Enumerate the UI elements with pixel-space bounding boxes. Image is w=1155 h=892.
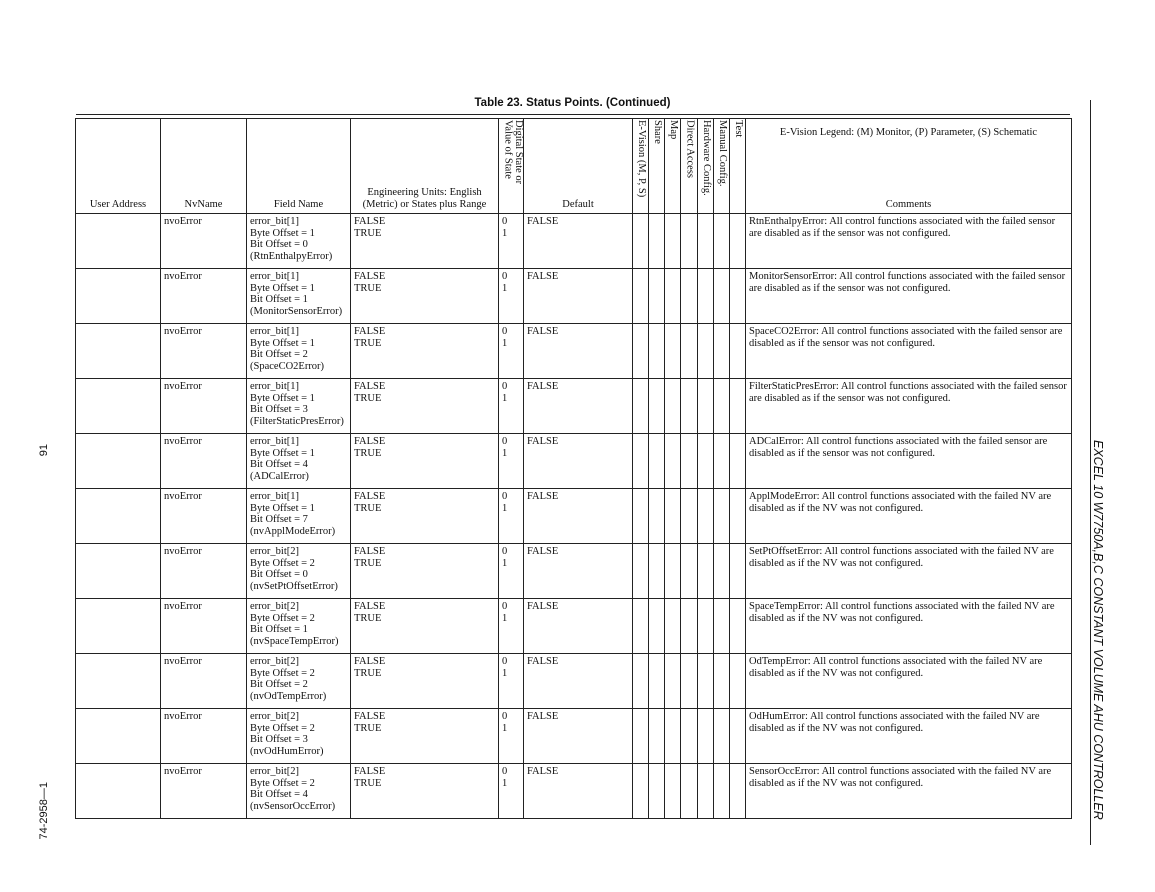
cell-share bbox=[649, 709, 665, 764]
cell-manual-config bbox=[714, 599, 730, 654]
page-number: 91 bbox=[38, 443, 50, 456]
header-map: Map bbox=[665, 119, 681, 214]
cell-field-name: error_bit[1] Byte Offset = 1 Bit Offset = 3 (FilterStaticPresError) bbox=[247, 379, 351, 434]
cell-hardware-config bbox=[698, 434, 714, 489]
cell-direct-access bbox=[681, 654, 698, 709]
cell-hardware-config bbox=[698, 654, 714, 709]
cell-test bbox=[730, 269, 746, 324]
cell-hardware-config bbox=[698, 489, 714, 544]
header-direct-access: Direct Access bbox=[681, 119, 698, 214]
cell-engineering-units: FALSE TRUE bbox=[351, 654, 499, 709]
cell-map bbox=[665, 379, 681, 434]
table-row bbox=[76, 269, 1072, 324]
cell-engineering-units: FALSE TRUE bbox=[351, 214, 499, 269]
cell-engineering-units: FALSE TRUE bbox=[351, 269, 499, 324]
cell-nvname: nvoError bbox=[161, 489, 247, 544]
cell-engineering-units: FALSE TRUE bbox=[351, 434, 499, 489]
cell-user-address bbox=[76, 654, 161, 709]
cell-evision bbox=[633, 764, 649, 819]
cell-manual-config bbox=[714, 269, 730, 324]
cell-field-name: error_bit[1] Byte Offset = 1 Bit Offset = 1 (MonitorSensorError) bbox=[247, 269, 351, 324]
cell-engineering-units: FALSE TRUE bbox=[351, 709, 499, 764]
cell-manual-config bbox=[714, 379, 730, 434]
document-number: 74-2958—1 bbox=[38, 782, 50, 840]
header-default: Default bbox=[524, 119, 633, 214]
cell-comments: SpaceTempError: All control functions associated with the failed NV are disabled as if the NV was not configured. bbox=[746, 599, 1072, 654]
evision-legend: E-Vision Legend: (M) Monitor, (P) Parameter, (S) Schematic bbox=[779, 127, 1038, 138]
cell-evision bbox=[633, 544, 649, 599]
cell-evision bbox=[633, 434, 649, 489]
cell-share bbox=[649, 599, 665, 654]
cell-map bbox=[665, 324, 681, 379]
cell-test bbox=[730, 764, 746, 819]
cell-direct-access bbox=[681, 544, 698, 599]
cell-map bbox=[665, 489, 681, 544]
cell-comments: ADCalError: All control functions associated with the failed sensor are disabled as if the sensor was not configured. bbox=[746, 434, 1072, 489]
cell-engineering-units: FALSE TRUE bbox=[351, 599, 499, 654]
cell-user-address bbox=[76, 709, 161, 764]
cell-hardware-config bbox=[698, 324, 714, 379]
table-row bbox=[76, 599, 1072, 654]
header-test: Test bbox=[730, 119, 746, 214]
cell-digital-state: 0 1 bbox=[499, 269, 524, 324]
cell-evision bbox=[633, 379, 649, 434]
top-rule bbox=[76, 114, 1070, 115]
cell-test bbox=[730, 434, 746, 489]
header-row bbox=[76, 119, 1072, 214]
cell-map bbox=[665, 709, 681, 764]
cell-engineering-units: FALSE TRUE bbox=[351, 764, 499, 819]
cell-default: FALSE bbox=[524, 544, 633, 599]
cell-engineering-units: FALSE TRUE bbox=[351, 489, 499, 544]
cell-evision bbox=[633, 654, 649, 709]
cell-manual-config bbox=[714, 214, 730, 269]
cell-digital-state: 0 1 bbox=[499, 709, 524, 764]
cell-field-name: error_bit[2] Byte Offset = 2 Bit Offset = 0 (nvSetPtOffsetError) bbox=[247, 544, 351, 599]
cell-default: FALSE bbox=[524, 654, 633, 709]
cell-field-name: error_bit[2] Byte Offset = 2 Bit Offset = 4 (nvSensorOccError) bbox=[247, 764, 351, 819]
header-digital-state: Digital State or Value of State bbox=[499, 119, 524, 214]
table-row bbox=[76, 709, 1072, 764]
cell-digital-state: 0 1 bbox=[499, 599, 524, 654]
cell-comments: OdTempError: All control functions associated with the failed NV are disabled as if the NV was not configured. bbox=[746, 654, 1072, 709]
cell-test bbox=[730, 544, 746, 599]
cell-evision bbox=[633, 214, 649, 269]
cell-digital-state: 0 1 bbox=[499, 544, 524, 599]
cell-comments: SensorOccError: All control functions associated with the failed NV are disabled as if the NV was not configured. bbox=[746, 764, 1072, 819]
cell-default: FALSE bbox=[524, 379, 633, 434]
cell-manual-config bbox=[714, 489, 730, 544]
cell-field-name: error_bit[1] Byte Offset = 1 Bit Offset = 0 (RtnEnthalpyError) bbox=[247, 214, 351, 269]
cell-comments: FilterStaticPresError: All control functions associated with the failed sensor are disabled as if the sensor was not configured. bbox=[746, 379, 1072, 434]
table-row bbox=[76, 379, 1072, 434]
cell-field-name: error_bit[2] Byte Offset = 2 Bit Offset = 2 (nvOdTempError) bbox=[247, 654, 351, 709]
cell-comments: RtnEnthalpyError: All control functions associated with the failed sensor are disabled as if the sensor was not configured. bbox=[746, 214, 1072, 269]
cell-engineering-units: FALSE TRUE bbox=[351, 379, 499, 434]
cell-engineering-units: FALSE TRUE bbox=[351, 544, 499, 599]
cell-test bbox=[730, 654, 746, 709]
cell-engineering-units: FALSE TRUE bbox=[351, 324, 499, 379]
header-user-address: User Address bbox=[76, 119, 161, 214]
cell-manual-config bbox=[714, 324, 730, 379]
cell-user-address bbox=[76, 599, 161, 654]
cell-comments: MonitorSensorError: All control functions associated with the failed sensor are disabled as if the sensor was not configured. bbox=[746, 269, 1072, 324]
cell-default: FALSE bbox=[524, 599, 633, 654]
cell-test bbox=[730, 709, 746, 764]
cell-hardware-config bbox=[698, 379, 714, 434]
cell-direct-access bbox=[681, 434, 698, 489]
cell-map bbox=[665, 269, 681, 324]
cell-direct-access bbox=[681, 324, 698, 379]
cell-user-address bbox=[76, 489, 161, 544]
cell-evision bbox=[633, 709, 649, 764]
cell-map bbox=[665, 654, 681, 709]
cell-share bbox=[649, 544, 665, 599]
cell-share bbox=[649, 764, 665, 819]
cell-user-address bbox=[76, 544, 161, 599]
comments-label: Comments bbox=[885, 198, 932, 210]
cell-user-address bbox=[76, 324, 161, 379]
cell-map bbox=[665, 434, 681, 489]
cell-comments: SpaceCO2Error: All control functions associated with the failed sensor are disabled as if the sensor was not configured. bbox=[746, 324, 1072, 379]
cell-direct-access bbox=[681, 599, 698, 654]
header-share: Share bbox=[649, 119, 665, 214]
cell-share bbox=[649, 489, 665, 544]
cell-test bbox=[730, 599, 746, 654]
cell-nvname: nvoError bbox=[161, 599, 247, 654]
cell-digital-state: 0 1 bbox=[499, 654, 524, 709]
cell-default: FALSE bbox=[524, 269, 633, 324]
cell-user-address bbox=[76, 269, 161, 324]
cell-nvname: nvoError bbox=[161, 214, 247, 269]
table-row bbox=[76, 214, 1072, 269]
cell-share bbox=[649, 434, 665, 489]
cell-map bbox=[665, 214, 681, 269]
cell-evision bbox=[633, 324, 649, 379]
cell-direct-access bbox=[681, 709, 698, 764]
cell-hardware-config bbox=[698, 544, 714, 599]
table-title: Table 23. Status Points. (Continued) bbox=[474, 97, 671, 109]
cell-share bbox=[649, 379, 665, 434]
cell-nvname: nvoError bbox=[161, 544, 247, 599]
cell-direct-access bbox=[681, 379, 698, 434]
cell-share bbox=[649, 214, 665, 269]
cell-field-name: error_bit[1] Byte Offset = 1 Bit Offset = 2 (SpaceCO2Error) bbox=[247, 324, 351, 379]
cell-field-name: error_bit[2] Byte Offset = 2 Bit Offset = 1 (nvSpaceTempError) bbox=[247, 599, 351, 654]
cell-nvname: nvoError bbox=[161, 654, 247, 709]
cell-digital-state: 0 1 bbox=[499, 324, 524, 379]
cell-nvname: nvoError bbox=[161, 709, 247, 764]
header-evision: E-Vision (M, P, S) bbox=[633, 119, 649, 214]
cell-user-address bbox=[76, 214, 161, 269]
cell-direct-access bbox=[681, 489, 698, 544]
cell-user-address bbox=[76, 379, 161, 434]
cell-digital-state: 0 1 bbox=[499, 434, 524, 489]
cell-user-address bbox=[76, 434, 161, 489]
cell-hardware-config bbox=[698, 599, 714, 654]
cell-direct-access bbox=[681, 269, 698, 324]
header-hardware-config: Hardware Config. bbox=[698, 119, 714, 214]
header-nvname: NvName bbox=[161, 119, 247, 214]
cell-default: FALSE bbox=[524, 764, 633, 819]
header-manual-config: Manual Config. bbox=[714, 119, 730, 214]
cell-digital-state: 0 1 bbox=[499, 214, 524, 269]
cell-default: FALSE bbox=[524, 709, 633, 764]
cell-field-name: error_bit[2] Byte Offset = 2 Bit Offset = 3 (nvOdHumError) bbox=[247, 709, 351, 764]
cell-default: FALSE bbox=[524, 324, 633, 379]
table-row bbox=[76, 764, 1072, 819]
side-title: EXCEL 10 W7750A,B,C CONSTANT VOLUME AHU CONTROLLER bbox=[1091, 440, 1105, 820]
cell-test bbox=[730, 214, 746, 269]
cell-field-name: error_bit[1] Byte Offset = 1 Bit Offset = 7 (nvApplModeError) bbox=[247, 489, 351, 544]
table-row bbox=[76, 489, 1072, 544]
cell-hardware-config bbox=[698, 764, 714, 819]
cell-user-address bbox=[76, 764, 161, 819]
cell-hardware-config bbox=[698, 214, 714, 269]
cell-direct-access bbox=[681, 764, 698, 819]
cell-default: FALSE bbox=[524, 214, 633, 269]
cell-manual-config bbox=[714, 434, 730, 489]
header-field-name: Field Name bbox=[247, 119, 351, 214]
cell-nvname: nvoError bbox=[161, 379, 247, 434]
cell-comments: OdHumError: All control functions associated with the failed NV are disabled as if the NV was not configured. bbox=[746, 709, 1072, 764]
cell-share bbox=[649, 654, 665, 709]
cell-default: FALSE bbox=[524, 489, 633, 544]
cell-map bbox=[665, 764, 681, 819]
header-comments bbox=[746, 119, 1072, 214]
cell-default: FALSE bbox=[524, 434, 633, 489]
cell-direct-access bbox=[681, 214, 698, 269]
cell-evision bbox=[633, 599, 649, 654]
table-row bbox=[76, 544, 1072, 599]
cell-map bbox=[665, 544, 681, 599]
cell-comments: ApplModeError: All control functions associated with the failed NV are disabled as if the NV was not configured. bbox=[746, 489, 1072, 544]
table-row bbox=[76, 654, 1072, 709]
cell-digital-state: 0 1 bbox=[499, 489, 524, 544]
cell-evision bbox=[633, 269, 649, 324]
cell-test bbox=[730, 324, 746, 379]
table-row bbox=[76, 434, 1072, 489]
cell-comments: SetPtOffsetError: All control functions associated with the failed NV are disabled as if the NV was not configured. bbox=[746, 544, 1072, 599]
status-points-table bbox=[75, 118, 1072, 819]
cell-map bbox=[665, 599, 681, 654]
cell-nvname: nvoError bbox=[161, 434, 247, 489]
cell-field-name: error_bit[1] Byte Offset = 1 Bit Offset = 4 (ADCalError) bbox=[247, 434, 351, 489]
cell-test bbox=[730, 489, 746, 544]
cell-hardware-config bbox=[698, 709, 714, 764]
cell-nvname: nvoError bbox=[161, 269, 247, 324]
cell-hardware-config bbox=[698, 269, 714, 324]
cell-manual-config bbox=[714, 654, 730, 709]
cell-share bbox=[649, 324, 665, 379]
cell-digital-state: 0 1 bbox=[499, 764, 524, 819]
cell-share bbox=[649, 269, 665, 324]
header-engineering-units: Engineering Units: English (Metric) or States plus Range bbox=[351, 119, 499, 214]
cell-evision bbox=[633, 489, 649, 544]
cell-nvname: nvoError bbox=[161, 764, 247, 819]
cell-manual-config bbox=[714, 544, 730, 599]
cell-digital-state: 0 1 bbox=[499, 379, 524, 434]
cell-nvname: nvoError bbox=[161, 324, 247, 379]
cell-manual-config bbox=[714, 764, 730, 819]
cell-manual-config bbox=[714, 709, 730, 764]
table-row bbox=[76, 324, 1072, 379]
cell-test bbox=[730, 379, 746, 434]
